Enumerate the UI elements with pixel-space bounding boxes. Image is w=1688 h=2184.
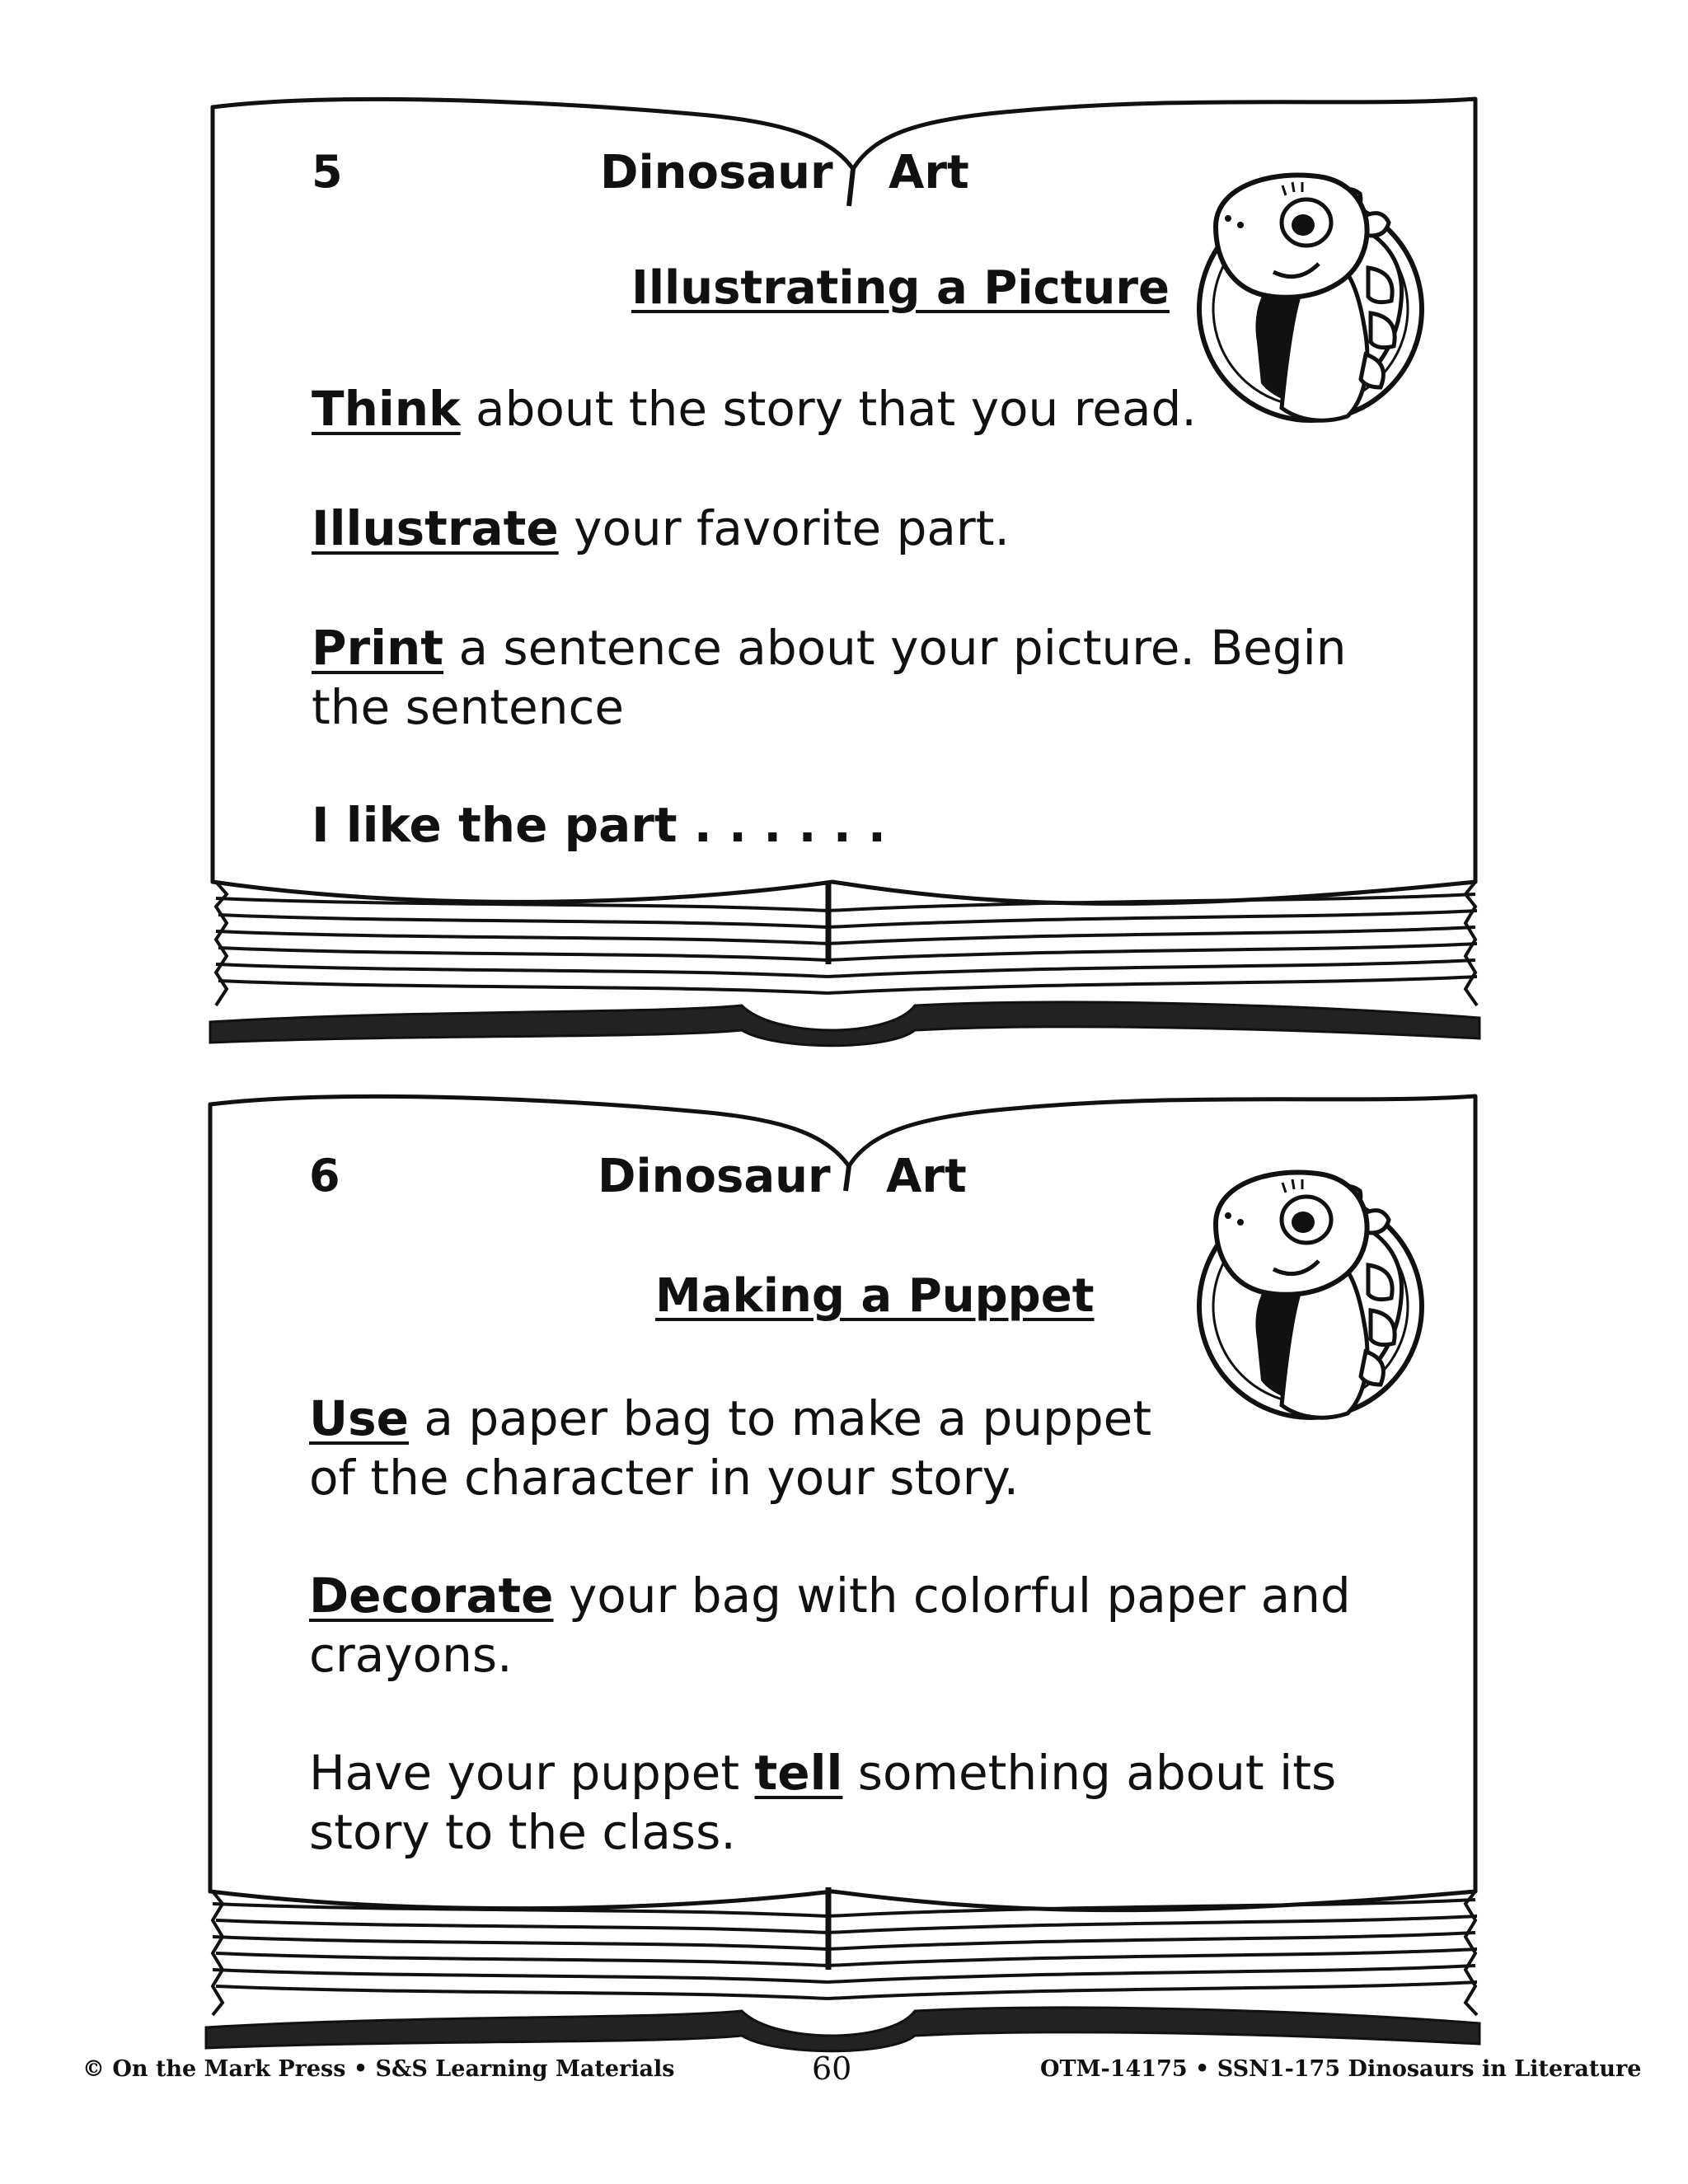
- page-number: 60: [812, 2050, 852, 2087]
- instruction-line-continued: the sentence: [312, 679, 625, 735]
- instruction-line-continued: crayons.: [309, 1627, 513, 1683]
- dinosaur-mascot-icon: [1183, 1133, 1430, 1430]
- card-title: Making a Puppet: [655, 1269, 1095, 1323]
- footer-publisher: © On the Mark Press • S&S Learning Materials: [82, 2056, 675, 2082]
- instruction-text: a paper bag to make a puppet: [408, 1390, 1152, 1446]
- footer-product-code: OTM-14175 • SSN1-175 Dinosaurs in Literature: [1040, 2056, 1642, 2082]
- card-number: 6: [309, 1150, 340, 1202]
- card-number: 5: [312, 146, 343, 198]
- instruction-line: [309, 1743, 1336, 1802]
- instruction-line: [312, 379, 1197, 438]
- instruction-keyword: Print: [312, 620, 444, 676]
- heading-right: Art: [889, 146, 969, 199]
- instruction-keyword: Illustrate: [312, 500, 559, 556]
- instruction-line: [312, 618, 1347, 677]
- instruction-keyword: Think: [312, 381, 461, 437]
- instruction-line-continued: story to the class.: [309, 1804, 736, 1860]
- instruction-keyword: Decorate: [309, 1568, 554, 1624]
- activity-card-5: [0, 91, 1688, 1121]
- heading-right: Art: [886, 1150, 967, 1203]
- activity-card-6: [0, 1088, 1688, 2118]
- instruction-text: your bag with colorful paper and: [553, 1568, 1351, 1624]
- instruction-text: your favorite part.: [558, 500, 1010, 556]
- closing-prompt: I like the part . . . . . .: [312, 797, 886, 853]
- instruction-keyword: tell: [754, 1745, 843, 1801]
- heading-left: Dinosaur: [600, 146, 833, 199]
- instruction-line: [312, 499, 1010, 558]
- instruction-line: [309, 1389, 1151, 1448]
- instruction-line: [309, 1566, 1351, 1625]
- instruction-text: Have your puppet: [309, 1745, 755, 1801]
- instruction-text: a sentence about your picture. Begin: [443, 620, 1347, 676]
- card-title: Illustrating a Picture: [631, 261, 1170, 315]
- heading-left: Dinosaur: [598, 1150, 831, 1203]
- instruction-line-continued: of the character in your story.: [309, 1450, 1020, 1506]
- instruction-text: about the story that you read.: [460, 381, 1197, 437]
- instruction-keyword: Use: [309, 1390, 409, 1446]
- dinosaur-mascot-icon: [1183, 136, 1430, 433]
- open-book-frame: [0, 91, 1688, 1121]
- instruction-text: something about its: [842, 1745, 1337, 1801]
